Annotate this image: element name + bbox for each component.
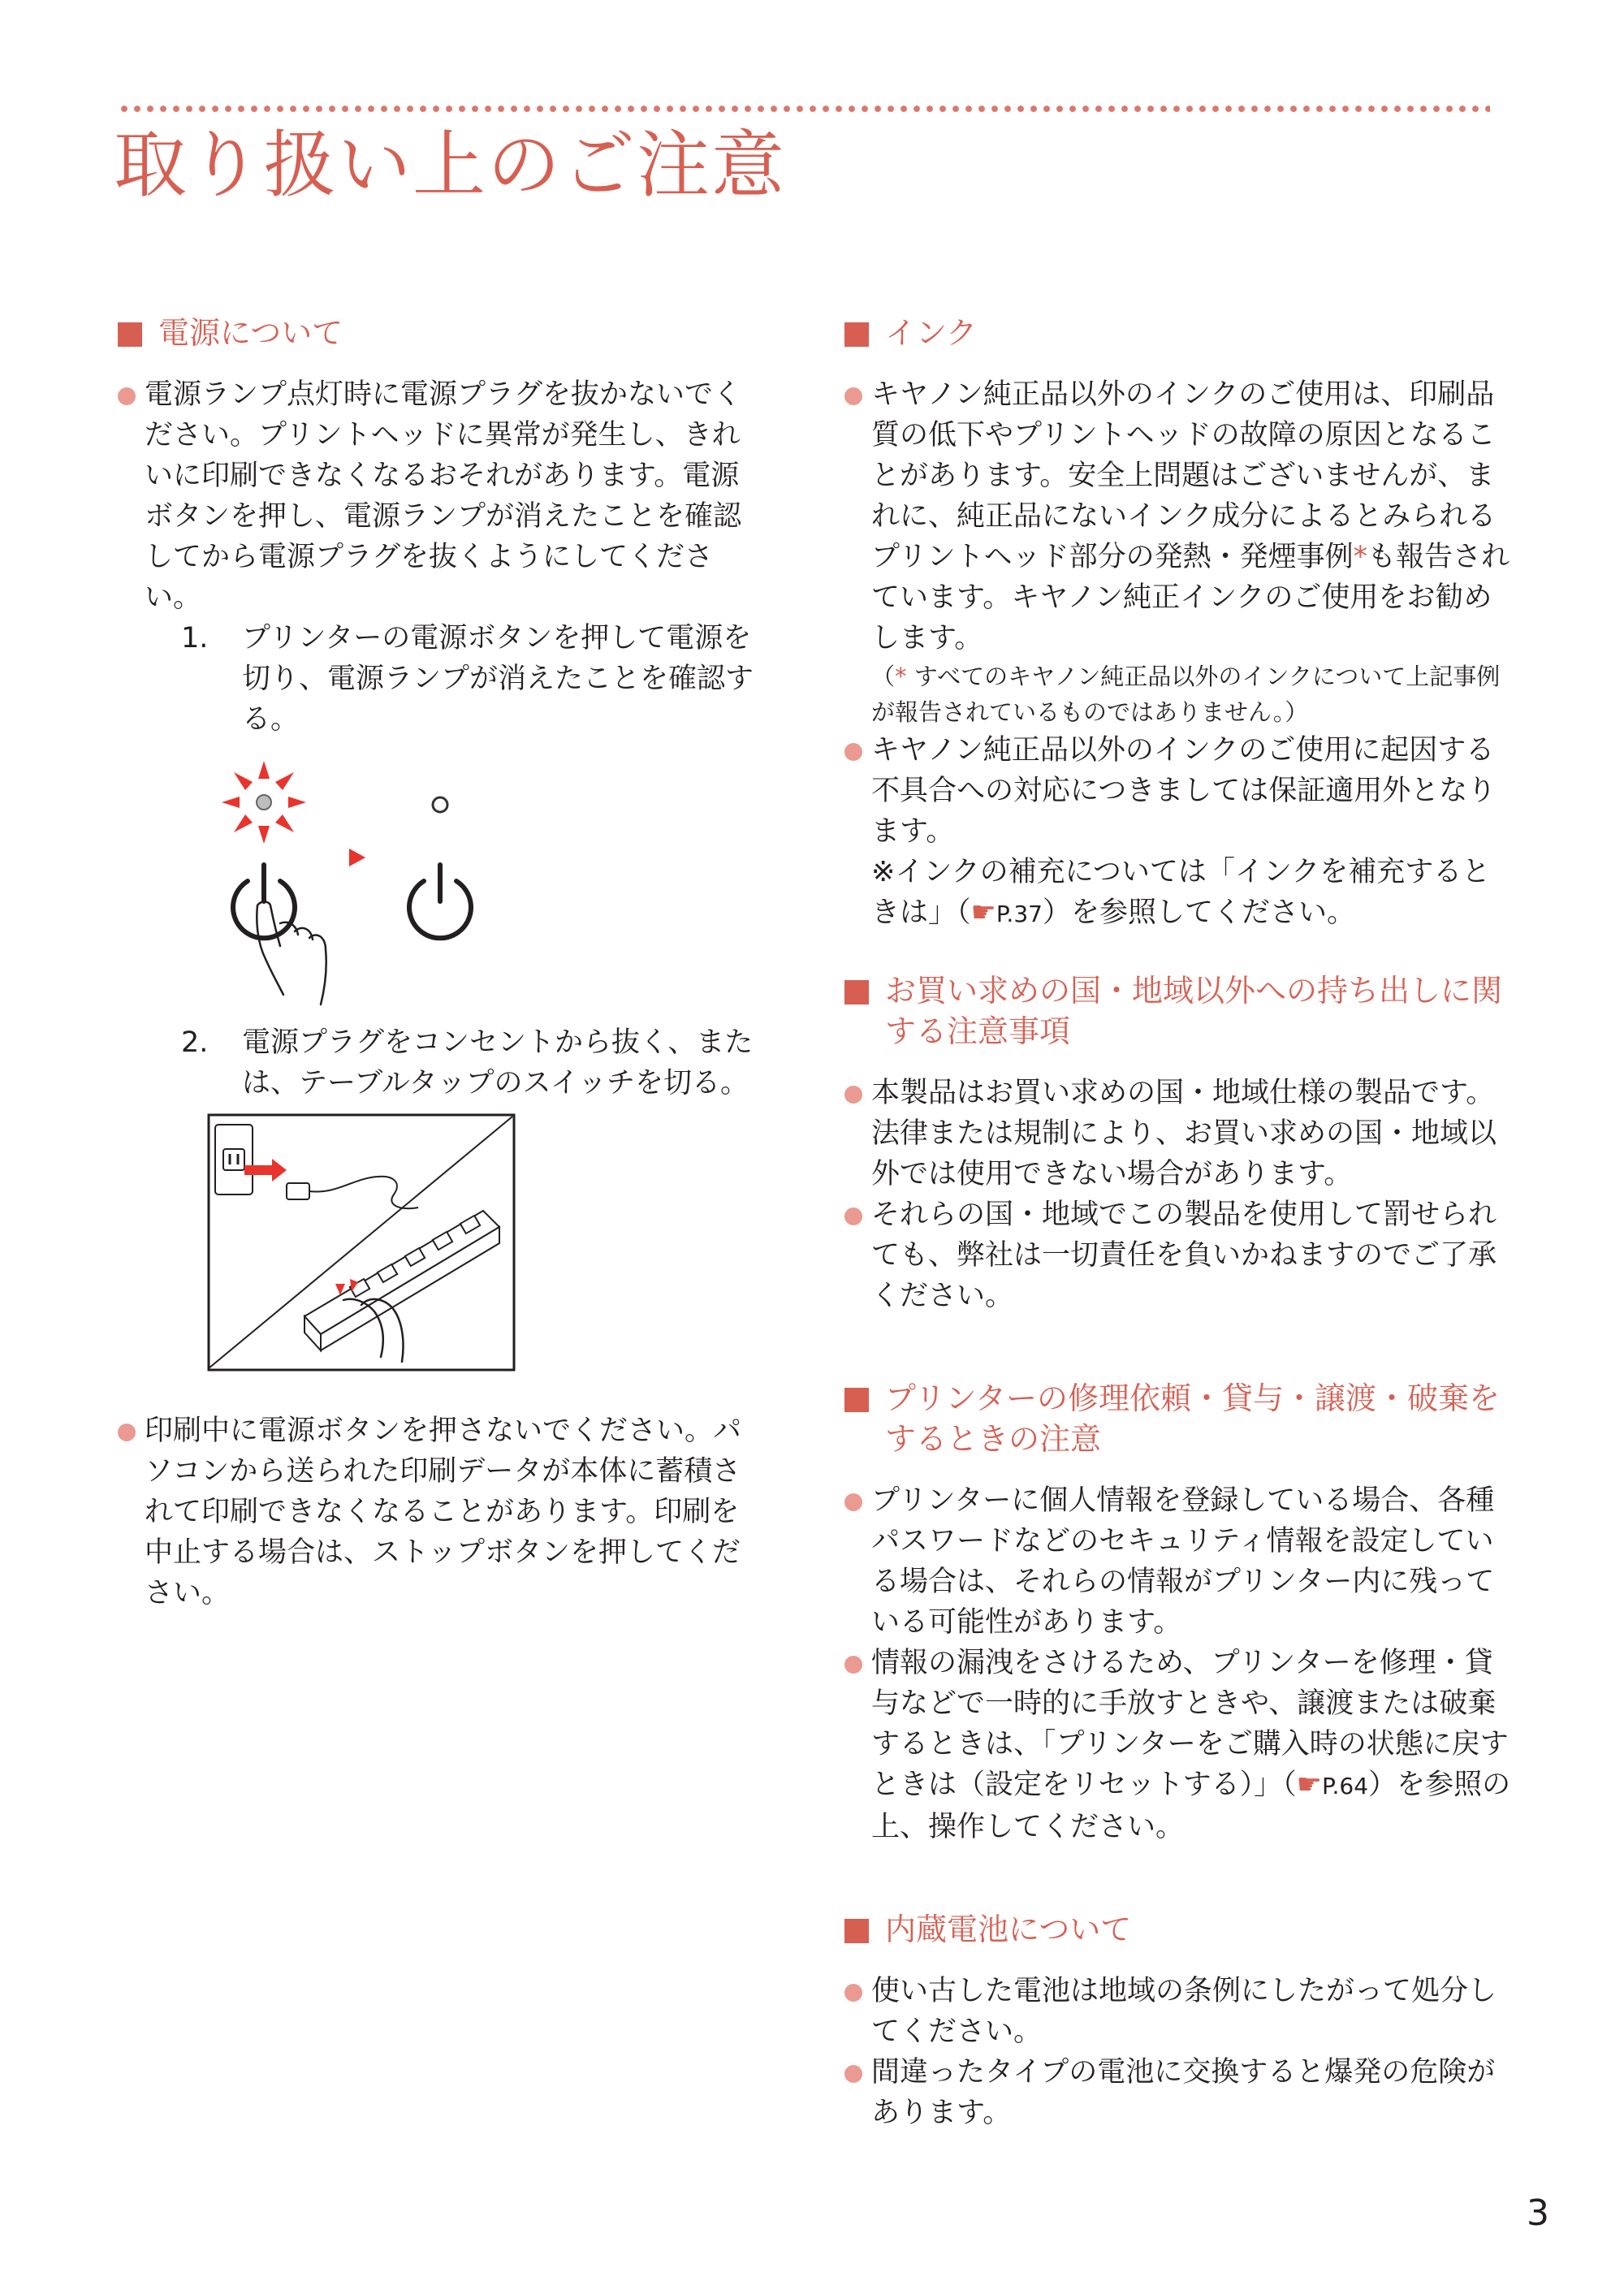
section-heading-battery: 内蔵電池について <box>844 1909 1518 1950</box>
page-title: 取り扱い上のご注意 <box>114 123 786 208</box>
list-item: 使い古した電池は地域の条例にしたがって処分してください。 <box>844 1971 1518 2052</box>
right-column <box>844 313 1518 2133</box>
page-link[interactable]: P.37 <box>996 901 1043 927</box>
list-item: キヤノン純正品以外のインクのご使用に起因する不具合への対応につきましては保証適用外となります。 <box>844 730 1518 852</box>
reference-pointer-icon: ☛ <box>1296 1769 1322 1801</box>
heading-square-icon <box>844 1919 869 1943</box>
lamp-off-icon <box>433 797 447 812</box>
page-number: 3 <box>1527 2192 1549 2234</box>
left-column <box>118 313 767 1614</box>
bullet-icon <box>844 2065 862 2083</box>
list-item: 本製品はお買い求めの国・地域仕様の製品です。法律または規制により、お買い求めの国・地域以外では使用できない場合があります。 <box>844 1073 1518 1195</box>
bullet-icon <box>118 1423 136 1441</box>
section-heading-country: お買い求めの国・地域以外への持ち出しに関する注意事項 <box>844 970 1518 1052</box>
heading-square-icon <box>118 322 142 347</box>
heading-square-icon <box>844 1388 869 1412</box>
lamp-on-icon <box>222 761 306 844</box>
refill-reference: ※インクの補充については「インクを補充するときは」（☛P.37）を参照してください。 <box>871 856 1491 929</box>
power-button-illustration <box>199 751 621 1011</box>
bullet-icon <box>844 1493 862 1511</box>
arrow-icon <box>349 849 365 866</box>
bullet-icon <box>118 387 136 405</box>
heading-square-icon <box>844 980 869 1004</box>
list-item: 情報の漏洩をさけるため、プリンターを修理・貸与などで一時的に手放すときや、譲渡または破棄するときは、「プリンターをご購入時の状態に戻すときは（設定をリセットする）」（☛P.64）を参照の上、操作してください。 <box>844 1643 1518 1847</box>
list-item: プリンターに個人情報を登録している場合、各種パスワードなどのセキュリティ情報を設定している場合は、それらの情報がプリンター内に残っている可能性があります。 <box>844 1480 1518 1643</box>
footnote: （* すべてのキヤノン純正品以外のインクについて上記事例が報告されているものではありません。） <box>871 663 1501 726</box>
list-item: 印刷中に電源ボタンを押さないでください。パソコンから送られた印刷データが本体に蓄積されて印刷できなくなることがあります。印刷を中止する場合は、ストップボタンを押してください。 <box>118 1411 767 1614</box>
bullet-icon <box>844 387 862 405</box>
page-link[interactable]: P.64 <box>1322 1773 1369 1799</box>
bullet-icon <box>844 1656 862 1674</box>
bullet-icon <box>844 1984 862 2002</box>
reference-pointer-icon: ☛ <box>970 896 996 929</box>
section-heading-repair: プリンターの修理依頼・貸与・譲渡・破棄をするときの注意 <box>844 1378 1518 1459</box>
step-1: 1. プリンターの電源ボタンを押して電源を切り、電源ランプが消えたことを確認する。 <box>181 622 754 736</box>
step-2: 2. 電源プラグをコンセントから抜く、または、テーブルタップのスイッチを切る。 <box>181 1026 754 1099</box>
bullet-icon <box>844 743 862 761</box>
section-heading-power: 電源について <box>118 313 767 353</box>
section-heading-ink: インク <box>844 313 1518 353</box>
power-icon <box>409 865 471 938</box>
heading-square-icon <box>844 322 869 347</box>
list-item: 間違ったタイプの電池に交換すると爆発の危険があります。 <box>844 2052 1518 2133</box>
list-item: それらの国・地域でこの製品を使用して罰せられても、弊社は一切責任を負いかねますのでご了承ください。 <box>844 1195 1518 1316</box>
plug-icon <box>287 1183 309 1199</box>
power-strip-illustration <box>207 1113 516 1372</box>
bullet-icon <box>844 1086 862 1104</box>
dotted-rule <box>118 103 1490 114</box>
list-item: キヤノン純正品以外のインクのご使用は、印刷品質の低下やプリントヘッドの故障の原因となることがあります。安全上問題はございませんが、まれに、純正品にないインク成分によるとみられるプリントヘッド部分の発熱・発煙事例*も報告されています。キヤノン純正インクのご使用をお勧めします。 <box>844 374 1518 659</box>
bullet-icon <box>844 1207 862 1225</box>
list-item: 電源ランプ点灯時に電源プラグを抜かないでください。プリントヘッドに異常が発生し、きれいに印刷できなくなるおそれがあります。電源ボタンを押し、電源ランプが消えたことを確認してから電源プラグを抜くようにしてください。 <box>118 374 767 618</box>
